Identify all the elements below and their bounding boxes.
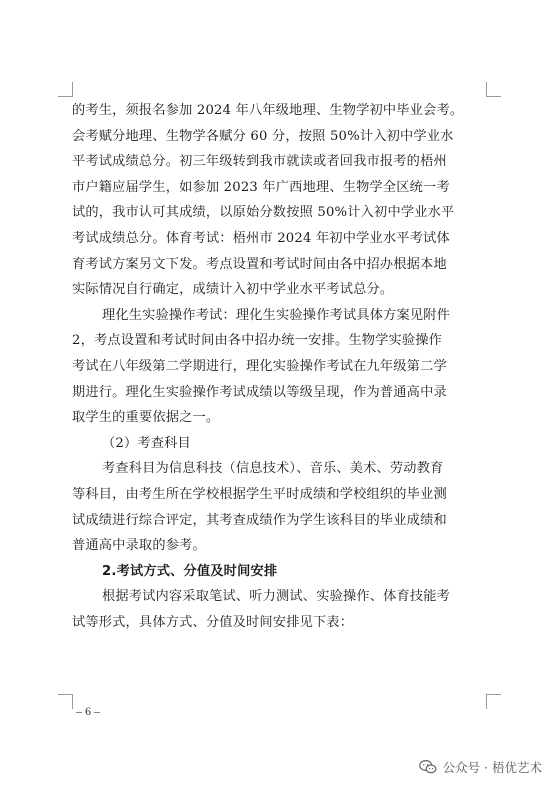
text-line: 平考试成绩总分。初三年级转到我市就读或者回我市报考的梧州	[72, 154, 447, 170]
text-line: 考试在八年级第二学期进行，理化实验操作考试在九年级第二学	[72, 358, 447, 374]
text-line: 根据考试内容采取笔试、听力测试、实验操作、体育技能考	[102, 589, 451, 605]
text-line: 2.考试方式、分值及时间安排	[102, 563, 278, 579]
text-line: 育考试方案另文下发。考点设置和考试时间由各中招办根据本地	[72, 256, 447, 272]
text-line: 理化生实验操作考试：理化生实验操作考试具体方案见附件	[102, 307, 451, 323]
text-line: 实际情况自行确定，成绩计入初中学业水平考试总分。	[72, 282, 394, 298]
page-number: – 6 –	[76, 704, 100, 718]
text-line: 考查科目为信息科技（信息技术）、音乐、美术、劳动教育	[102, 461, 444, 477]
text-line: 等科目，由考生所在学校根据学生平时成绩和学校组织的毕业测	[72, 486, 447, 502]
text-line: 会考赋分地理、生物学各赋分 60 分，按照 50%计入初中学业水	[72, 128, 454, 144]
crop-mark-top-left	[58, 82, 73, 97]
crop-mark-bottom-left	[58, 694, 73, 709]
wechat-icon	[419, 759, 437, 775]
text-line: 期进行。理化生实验操作考试成绩以等级呈现，作为普通高中录	[72, 384, 447, 400]
crop-mark-bottom-right	[486, 694, 501, 709]
document-body	[72, 98, 486, 635]
text-line: 市户籍应届学生，如参加 2023 年广西地理、生物学全区统一考	[72, 179, 450, 195]
text-line: 考试成绩总分。体育考试：梧州市 2024 年初中学业水平考试体	[72, 230, 450, 246]
text-line: （2）考查科目	[102, 435, 191, 451]
crop-mark-top-right	[486, 82, 501, 97]
watermark-text: 公众号 · 梧优艺术	[442, 760, 542, 775]
text-line: 普通高中录取的参考。	[72, 538, 206, 554]
text-line: 试成绩进行综合评定，其考查成绩作为学生该科目的毕业成绩和	[72, 512, 447, 528]
text-line: 2，考点设置和考试时间由各中招办统一安排。生物学实验操作	[72, 333, 443, 349]
text-line: 试等形式，具体方式、分值及时间安排见下表：	[72, 614, 354, 630]
text-line: 试的，我市认可其成绩，以原始分数按照 50%计入初中学业水平	[72, 205, 455, 221]
watermark	[419, 758, 542, 776]
text-line: 取学生的重要依据之一。	[72, 410, 220, 426]
text-line: 的考生，须报名参加 2024 年八年级地理、生物学初中毕业会考。	[72, 103, 464, 118]
